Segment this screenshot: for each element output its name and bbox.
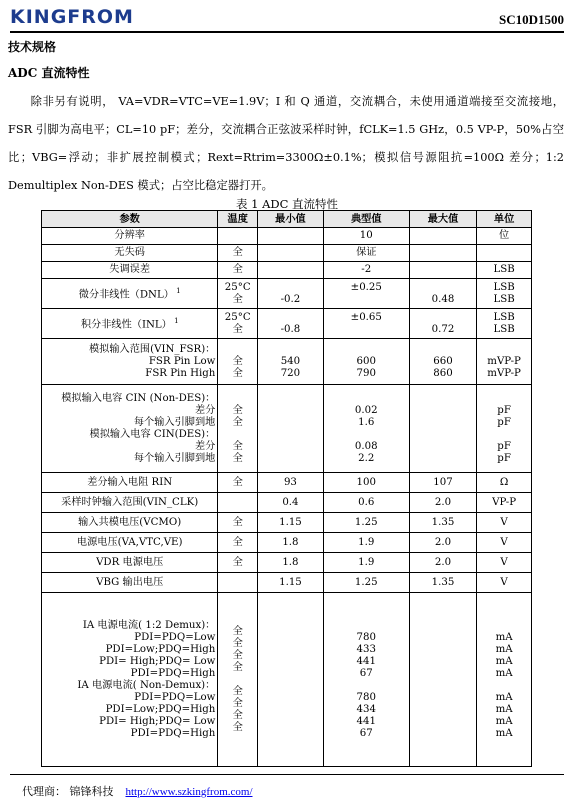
cell-line: 全: [232, 697, 243, 709]
cell-max: [409, 593, 476, 767]
table-row: [42, 553, 532, 573]
cell-temp: [218, 593, 258, 767]
cell-line: mA: [495, 715, 513, 727]
footer: [22, 783, 253, 799]
cell-typ: [323, 279, 409, 309]
footnote-marker: 1: [173, 287, 181, 296]
conditions-paragraph: [8, 88, 564, 200]
cell-param: [42, 593, 218, 767]
cell-line: -2: [361, 264, 372, 275]
cell-line: [326, 393, 407, 405]
cell-max: [409, 339, 476, 385]
cell-typ: [323, 573, 409, 593]
cell-max: [409, 553, 476, 573]
cell-line: 全: [232, 649, 243, 661]
cell-line: 0.4: [282, 496, 299, 508]
cell-max: [409, 385, 476, 473]
cell-line: pF: [497, 440, 511, 452]
cell-typ: [323, 245, 409, 262]
cell-typ: [323, 473, 409, 493]
cell-line: 2.2: [358, 452, 375, 464]
header-min: 最小值: [258, 211, 324, 228]
cell-temp: [218, 245, 258, 262]
cell-line: 0.72: [431, 323, 455, 335]
cell-line: 1.35: [431, 516, 455, 528]
subsection-title: ADC 直流特性: [8, 66, 90, 80]
cell-line: 失调误差: [109, 264, 151, 275]
cell-line: -0.8: [280, 323, 301, 335]
cell-line: [412, 230, 474, 242]
cell-line: FSR Pin Low: [148, 355, 216, 367]
cell-line: 93: [283, 476, 297, 488]
cell-line: [479, 247, 529, 259]
cell-line: 860: [433, 367, 453, 379]
cell-typ: [323, 339, 409, 385]
cell-line: [479, 680, 529, 692]
cell-line: Ω: [499, 476, 509, 488]
cell-param: [42, 245, 218, 262]
cell-line: [260, 264, 321, 276]
cell-line: V: [500, 556, 508, 568]
cell-line: 全: [232, 323, 243, 335]
cell-line: [220, 230, 255, 242]
cell-line: [326, 429, 407, 441]
cell-temp: [218, 279, 258, 309]
header-unit: 单位: [477, 211, 532, 228]
cell-line: [260, 674, 321, 686]
cell-line: [260, 423, 321, 435]
table-row: [42, 593, 532, 767]
cell-unit: [477, 228, 532, 245]
cell-line: 25°C: [224, 311, 251, 323]
cell-line: [412, 423, 474, 435]
table-row: [42, 385, 532, 473]
cell-unit: [477, 262, 532, 279]
cell-line: [412, 674, 474, 686]
cell-line: 无失码: [114, 247, 145, 258]
footer-link[interactable]: http://www.szkingfrom.com/: [125, 786, 253, 798]
cell-line: IA 电源电流( Non-Demux)：: [77, 679, 216, 691]
cell-unit: [477, 385, 532, 473]
cell-param: [42, 473, 218, 493]
cell-line: FSR Pin High: [145, 367, 216, 379]
cell-line: LSB: [493, 311, 515, 323]
cell-line: 全: [232, 721, 243, 733]
cell-line: [412, 282, 474, 294]
cell-line: 积分非线性（INL） $^1$: [80, 317, 179, 331]
table-row: [42, 228, 532, 245]
cell-line: 1.9: [358, 536, 375, 548]
cell-line: 540: [280, 355, 301, 367]
cell-line: ±0.25: [350, 281, 382, 293]
cell-param: [42, 279, 218, 309]
cell-max: [409, 573, 476, 593]
cell-unit: [477, 279, 532, 309]
cell-line: [412, 344, 474, 356]
cell-typ: [323, 533, 409, 553]
cell-line: 每个输入引脚到地: [133, 416, 216, 428]
cell-line: [412, 312, 474, 324]
cell-min: [258, 339, 324, 385]
table-row: [42, 573, 532, 593]
cell-max: [409, 228, 476, 245]
cell-line: VBG 输出电压: [96, 576, 164, 588]
cell-line: PDI=PDQ=High: [130, 667, 216, 679]
cell-line: 660: [433, 355, 453, 367]
cell-line: [479, 620, 529, 632]
table-row: [42, 493, 532, 513]
cell-max: [409, 513, 476, 533]
cell-typ: [323, 493, 409, 513]
conditions-text: 除非另有说明， VA=VDR=VTC=VE=1.9V；I 和 Q 通道，交流耦合，未使用通道端接至交流接地，FSR 引脚为高电平；CL=10 pF；差分，交流耦合正弦波采样时钟，fCLK=1.5 GHz，0.5 VP-P，50%占空比；VBG=浮动；非扩展控制模式；Rext=Rtrim=3300Ω±0.1%；模拟信号源阻抗=100Ω 差分；1:2 Demultiplex Non-DES 模式；占空比稳定器打开。: [8, 95, 564, 192]
cell-typ: [323, 593, 409, 767]
cell-line: VP-P: [492, 496, 517, 508]
cell-min: [258, 493, 324, 513]
cell-line: PDI=PDQ=Low: [134, 691, 216, 703]
cell-line: 1.25: [354, 516, 378, 528]
cell-line: 1.9: [358, 556, 375, 568]
cell-min: [258, 228, 324, 245]
cell-line: 输入共模电压(VCMO): [78, 516, 182, 528]
footer-agent: 代理商： 锦锋科技: [22, 785, 114, 798]
cell-min: [258, 473, 324, 493]
cell-line: [260, 312, 321, 324]
table-row: [42, 262, 532, 279]
cell-line: [260, 247, 321, 259]
cell-line: 107: [433, 476, 453, 488]
cell-unit: [477, 245, 532, 262]
cell-max: [409, 473, 476, 493]
cell-line: 差分: [194, 440, 216, 452]
cell-line: 441: [356, 655, 376, 667]
cell-line: 全: [232, 293, 243, 305]
table-row: [42, 533, 532, 553]
cell-min: [258, 553, 324, 573]
cell-line: [220, 674, 255, 686]
cell-line: V: [500, 516, 508, 528]
cell-temp: [218, 573, 258, 593]
cell-temp: [218, 385, 258, 473]
cell-line: 1.8: [282, 536, 299, 548]
cell-line: mVP-P: [487, 355, 521, 367]
cell-line: 全: [232, 355, 243, 367]
cell-line: 0.08: [354, 440, 378, 452]
footnote-marker: 1: [171, 317, 179, 326]
cell-line: 全: [232, 536, 243, 548]
cell-line: 780: [356, 691, 376, 703]
cell-line: 全: [232, 404, 243, 416]
cell-unit: [477, 533, 532, 553]
cell-line: ±0.65: [350, 311, 382, 323]
cell-temp: [218, 262, 258, 279]
cell-param: [42, 533, 218, 553]
cell-temp: [218, 533, 258, 553]
table-row: [42, 245, 532, 262]
cell-param: [42, 385, 218, 473]
cell-temp: [218, 473, 258, 493]
cell-param: [42, 573, 218, 593]
cell-unit: [477, 593, 532, 767]
cell-line: [479, 344, 529, 356]
cell-line: 67: [359, 727, 373, 739]
cell-line: PDI=Low;PDQ=High: [105, 703, 216, 715]
cell-line: 10: [359, 230, 373, 241]
cell-line: 100: [356, 476, 376, 488]
cell-line: pF: [497, 404, 511, 416]
model-number: SC10D1500: [498, 12, 564, 27]
cell-line: 全: [232, 264, 243, 275]
table-row: [42, 309, 532, 339]
cell-line: PDI= High;PDQ= Low: [99, 715, 216, 727]
cell-line: 1.15: [279, 516, 302, 528]
cell-line: 全: [232, 556, 243, 568]
cell-line: PDI=PDQ=High: [130, 727, 216, 739]
company-logo: KINGFROM: [10, 6, 134, 28]
cell-max: [409, 245, 476, 262]
cell-param: [42, 339, 218, 385]
cell-temp: [218, 339, 258, 385]
cell-line: 790: [356, 367, 376, 379]
cell-min: [258, 309, 324, 339]
cell-line: 差分输入电阻 RIN: [87, 476, 173, 488]
cell-min: [258, 573, 324, 593]
cell-line: mA: [495, 667, 513, 679]
cell-line: 采样时钟输入范围(VIN_CLK): [61, 496, 199, 508]
cell-line: mA: [495, 643, 513, 655]
cell-line: 每个输入引脚到地: [133, 452, 216, 464]
cell-line: 2.0: [434, 536, 452, 548]
cell-line: 全: [232, 516, 243, 528]
cell-line: mA: [495, 655, 513, 667]
cell-min: [258, 533, 324, 553]
dc-characteristics-table: [41, 210, 532, 767]
cell-line: 25°C: [224, 281, 251, 293]
cell-line: 全: [232, 709, 243, 721]
cell-line: PDI=PDQ=Low: [134, 631, 216, 643]
cell-line: V: [500, 536, 508, 548]
cell-line: 2.0: [434, 556, 452, 568]
cell-line: 1.15: [279, 576, 302, 588]
cell-typ: [323, 262, 409, 279]
cell-line: 全: [232, 661, 243, 673]
cell-line: 2.0: [434, 496, 452, 508]
cell-max: [409, 262, 476, 279]
cell-line: pF: [497, 452, 511, 464]
cell-max: [409, 493, 476, 513]
cell-line: mA: [495, 631, 513, 643]
cell-line: LSB: [493, 293, 515, 305]
cell-line: 模拟输入电容 CIN(DES)：: [89, 428, 216, 440]
cell-unit: [477, 493, 532, 513]
cell-line: 差分: [194, 404, 216, 416]
cell-line: 0.6: [358, 496, 375, 508]
cell-line: -0.2: [280, 293, 301, 305]
cell-line: 1.8: [282, 556, 299, 568]
cell-line: 全: [232, 416, 243, 428]
cell-param: [42, 553, 218, 573]
cell-unit: [477, 339, 532, 385]
cell-line: 1.6: [358, 416, 375, 428]
table-row: [42, 473, 532, 493]
cell-line: mA: [495, 703, 513, 715]
cell-line: 1.25: [354, 576, 378, 588]
cell-line: 全: [232, 625, 243, 637]
cell-unit: [477, 309, 532, 339]
cell-param: [42, 513, 218, 533]
cell-line: mA: [495, 727, 513, 739]
header-divider: [10, 31, 564, 33]
cell-min: [258, 385, 324, 473]
cell-line: LSB: [493, 281, 515, 293]
header-typ: 典型值: [323, 211, 409, 228]
cell-line: [260, 282, 321, 294]
cell-typ: [323, 385, 409, 473]
cell-param: [42, 262, 218, 279]
cell-line: 780: [356, 631, 376, 643]
cell-line: 全: [232, 452, 243, 464]
cell-line: 全: [232, 476, 243, 488]
table-row: [42, 279, 532, 309]
cell-line: 全: [232, 247, 243, 258]
cell-typ: [323, 228, 409, 245]
cell-unit: [477, 473, 532, 493]
cell-line: [479, 393, 529, 405]
cell-line: 1.35: [431, 576, 455, 588]
cell-line: [260, 230, 321, 242]
cell-line: 位: [499, 230, 510, 241]
cell-line: 电源电压(VA,VTC,VE): [76, 536, 183, 548]
cell-line: [220, 429, 255, 441]
table-caption: 表 1 ADC 直流特性: [235, 197, 339, 211]
header-temp: 温度: [218, 211, 258, 228]
cell-temp: [218, 309, 258, 339]
cell-line: 模拟输入范围(VIN_FSR)：: [88, 343, 216, 355]
table-header-row: [42, 211, 532, 228]
cell-line: 分辨率: [114, 230, 145, 241]
table-row: [42, 339, 532, 385]
cell-min: [258, 245, 324, 262]
section-title: 技术规格: [8, 40, 57, 54]
cell-typ: [323, 553, 409, 573]
cell-param: [42, 228, 218, 245]
cell-line: PDI=Low;PDQ=High: [105, 643, 216, 655]
header-max: 最大值: [409, 211, 476, 228]
cell-line: 全: [232, 685, 243, 697]
cell-unit: [477, 573, 532, 593]
cell-min: [258, 279, 324, 309]
table-row: [42, 513, 532, 533]
cell-line: 441: [356, 715, 376, 727]
cell-line: [326, 680, 407, 692]
cell-line: [260, 344, 321, 356]
cell-line: 67: [359, 667, 373, 679]
cell-param: [42, 309, 218, 339]
cell-max: [409, 309, 476, 339]
cell-typ: [323, 513, 409, 533]
table-body: [42, 228, 532, 767]
cell-line: 0.02: [354, 404, 378, 416]
cell-line: 全: [232, 637, 243, 649]
cell-line: 433: [356, 643, 376, 655]
cell-max: [409, 279, 476, 309]
cell-line: 微分非线性（DNL） $^1$: [78, 287, 181, 301]
cell-min: [258, 513, 324, 533]
cell-line: [479, 429, 529, 441]
cell-unit: [477, 553, 532, 573]
cell-line: LSB: [493, 323, 515, 335]
cell-temp: [218, 228, 258, 245]
cell-temp: [218, 493, 258, 513]
footer-divider: [10, 774, 564, 775]
page-header: [10, 4, 564, 34]
cell-line: [220, 344, 255, 356]
cell-line: 720: [280, 367, 301, 379]
cell-min: [258, 593, 324, 767]
cell-temp: [218, 513, 258, 533]
cell-line: VDR 电源电压: [96, 556, 164, 568]
cell-min: [258, 262, 324, 279]
cell-line: [326, 620, 407, 632]
cell-line: V: [500, 576, 508, 588]
cell-line: [412, 264, 474, 276]
cell-max: [409, 533, 476, 553]
cell-line: mA: [495, 691, 513, 703]
cell-line: 全: [232, 367, 243, 379]
cell-line: pF: [497, 416, 511, 428]
cell-line: 全: [232, 440, 243, 452]
cell-line: 434: [356, 703, 376, 715]
cell-line: [326, 294, 407, 306]
cell-typ: [323, 309, 409, 339]
cell-line: 保证: [356, 247, 377, 258]
cell-line: 600: [356, 355, 376, 367]
cell-line: 0.48: [431, 293, 455, 305]
cell-param: [42, 493, 218, 513]
cell-line: [326, 324, 407, 336]
cell-line: PDI= High;PDQ= Low: [99, 655, 216, 667]
cell-line: LSB: [493, 264, 515, 275]
cell-line: [220, 497, 255, 509]
cell-line: 模拟输入电容 CIN (Non-DES)：: [61, 392, 216, 404]
cell-line: [220, 577, 255, 589]
cell-line: [326, 344, 407, 356]
cell-line: IA 电源电流( 1:2 Demux)：: [82, 619, 216, 631]
header-param: 参数: [42, 211, 218, 228]
cell-line: mVP-P: [487, 367, 521, 379]
cell-unit: [477, 513, 532, 533]
cell-line: [412, 247, 474, 259]
cell-line: [220, 393, 255, 405]
cell-temp: [218, 553, 258, 573]
